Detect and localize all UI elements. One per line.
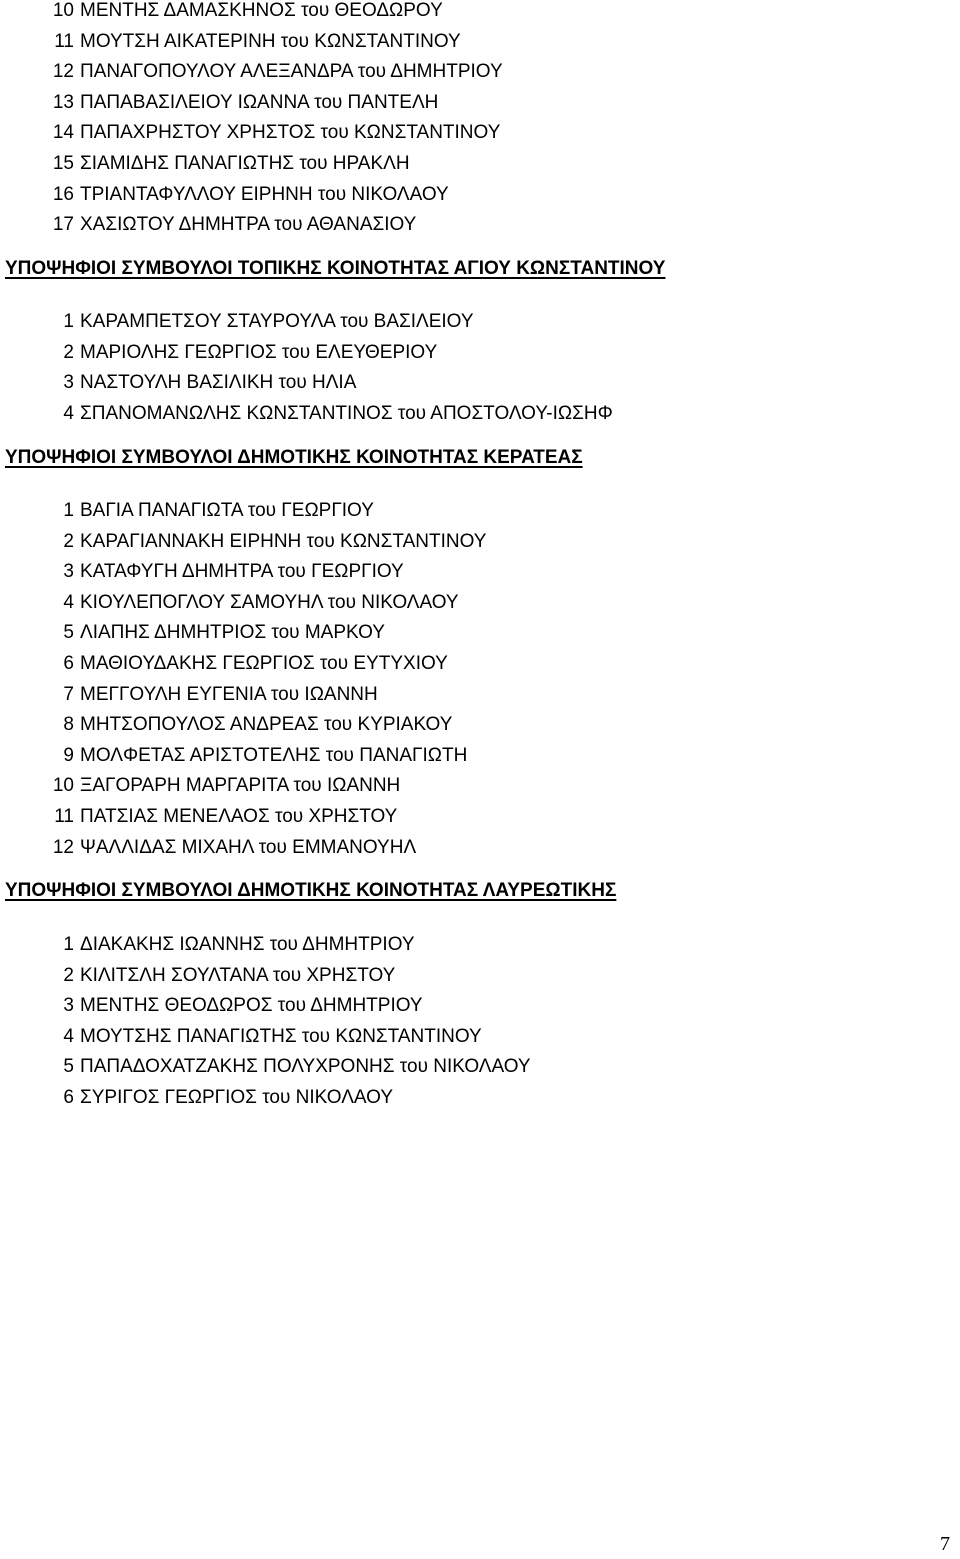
candidate-name: ΠΑΠΑΧΡΗΣΤΟΥ ΧΡΗΣΤΟΣ του ΚΩΝΣΤΑΝΤΙΝΟΥ: [80, 122, 501, 144]
candidate-row: [0, 930, 960, 961]
candidate-name: ΣΥΡΙΓΟΣ ΓΕΩΡΓΙΟΣ του ΝΙΚΟΛΑΟΥ: [80, 1086, 393, 1108]
candidate-row: [0, 0, 960, 27]
candidate-name: ΚΙΟΥΛΕΠΟΓΛΟΥ ΣΑΜΟΥΗΛ του ΝΙΚΟΛΑΟΥ: [80, 591, 459, 613]
candidate-name: ΤΡΙΑΝΤΑΦΥΛΛΟΥ ΕΙΡΗΝΗ του ΝΙΚΟΛΑΟΥ: [80, 183, 449, 205]
candidate-number: 8: [63, 714, 74, 736]
candidate-list-lavreotiki: [0, 930, 960, 1114]
candidate-row: [0, 496, 960, 527]
candidate-number: 15: [52, 152, 74, 174]
candidate-number: 3: [63, 561, 74, 583]
candidate-name: ΝΑΣΤΟΥΛΗ ΒΑΣΙΛΙΚΗ του ΗΛΙΑ: [80, 372, 357, 394]
candidate-number: 6: [63, 652, 74, 674]
candidate-number: 9: [63, 744, 74, 766]
candidate-row: [0, 710, 960, 741]
candidate-number: 12: [52, 61, 74, 83]
candidate-row: [0, 618, 960, 649]
candidate-row: [0, 1022, 960, 1053]
candidate-name: ΜΟΥΤΣΗΣ ΠΑΝΑΓΙΩΤΗΣ του ΚΩΝΣΤΑΝΤΙΝΟΥ: [80, 1025, 482, 1047]
candidate-row: [0, 588, 960, 619]
candidate-row: [0, 57, 960, 88]
candidate-name: ΒΑΓΙΑ ΠΑΝΑΓΙΩΤΑ του ΓΕΩΡΓΙΟΥ: [80, 500, 374, 521]
page-number: 7: [940, 1533, 950, 1555]
candidate-number: 14: [52, 122, 74, 144]
candidate-row: [0, 527, 960, 558]
candidate-name: ΚΑΤΑΦΥΓΗ ΔΗΜΗΤΡΑ του ΓΕΩΡΓΙΟΥ: [80, 561, 404, 583]
candidate-row: [0, 649, 960, 680]
candidate-number: 10: [52, 775, 74, 797]
candidate-name: ΣΙΑΜΙΔΗΣ ΠΑΝΑΓΙΩΤΗΣ του ΗΡΑΚΛΗ: [80, 152, 410, 174]
candidate-name: ΔΙΑΚΑΚΗΣ ΙΩΑΝΝΗΣ του ΔΗΜΗΤΡΙΟΥ: [80, 934, 415, 955]
candidate-row: [0, 180, 960, 211]
candidate-number: 16: [52, 183, 74, 205]
candidate-name: ΠΑΠΑΒΑΣΙΛΕΙΟΥ ΙΩΑΝΝΑ του ΠΑΝΤΕΛΗ: [80, 91, 439, 113]
candidate-name: ΜΕΝΤΗΣ ΔΑΜΑΣΚΗΝΟΣ του ΘΕΟΔΩΡΟΥ: [80, 0, 443, 21]
candidate-number: 4: [63, 402, 74, 424]
candidate-row: [0, 1052, 960, 1083]
candidate-row: [0, 307, 960, 338]
candidate-list-continued: [0, 0, 960, 241]
candidate-number: 1: [63, 311, 74, 332]
candidate-list-keratea: [0, 496, 960, 863]
candidate-row: [0, 802, 960, 833]
candidate-number: 2: [63, 341, 74, 363]
candidate-number: 4: [63, 1025, 74, 1047]
candidate-name: ΠΑΝΑΓΟΠΟΥΛΟΥ ΑΛΕΞΑΝΔΡΑ του ΔΗΜΗΤΡΙΟΥ: [80, 61, 503, 83]
candidate-number: 1: [63, 934, 74, 955]
candidate-row: [0, 991, 960, 1022]
candidate-row: [0, 741, 960, 772]
candidate-name: ΜΑΡΙΟΛΗΣ ΓΕΩΡΓΙΟΣ του ΕΛΕΥΘΕΡΙΟΥ: [80, 341, 438, 363]
candidate-row: [0, 771, 960, 802]
candidate-number: 3: [63, 372, 74, 394]
candidate-number: 7: [63, 683, 74, 705]
candidate-number: 6: [63, 1086, 74, 1108]
candidate-number: 11: [54, 805, 74, 827]
candidate-name: ΛΙΑΠΗΣ ΔΗΜΗΤΡΙΟΣ του ΜΑΡΚΟΥ: [80, 622, 385, 644]
candidate-row: [0, 27, 960, 58]
candidate-name: ΧΑΣΙΩΤΟΥ ΔΗΜΗΤΡΑ του ΑΘΑΝΑΣΙΟΥ: [80, 214, 417, 236]
candidate-name: ΜΑΘΙΟΥΔΑΚΗΣ ΓΕΩΡΓΙΟΣ του ΕΥΤΥΧΙΟΥ: [80, 652, 448, 674]
candidate-row: [0, 368, 960, 399]
candidate-row: [0, 210, 960, 241]
candidate-name: ΜΕΝΤΗΣ ΘΕΟΔΩΡΟΣ του ΔΗΜΗΤΡΙΟΥ: [80, 995, 423, 1017]
candidate-row: [0, 399, 960, 430]
candidate-name: ΜΕΓΓΟΥΛΗ ΕΥΓΕΝΙΑ του ΙΩΑΝΝΗ: [80, 683, 378, 705]
candidate-row: [0, 680, 960, 711]
candidate-number: 2: [63, 964, 74, 986]
candidate-row: [0, 1083, 960, 1114]
candidate-number: 4: [63, 591, 74, 613]
candidate-number: 5: [63, 622, 74, 644]
candidate-name: ΜΟΥΤΣΗ ΑΙΚΑΤΕΡΙΝΗ του ΚΩΝΣΤΑΝΤΙΝΟΥ: [80, 30, 461, 52]
candidate-name: ΜΟΛΦΕΤΑΣ ΑΡΙΣΤΟΤΕΛΗΣ του ΠΑΝΑΓΙΩΤΗ: [80, 744, 468, 766]
candidate-row: [0, 149, 960, 180]
candidate-number: 5: [63, 1056, 74, 1078]
candidate-row: [0, 88, 960, 119]
candidate-list-agios-konstantinos: [0, 307, 960, 429]
candidate-name: ΚΑΡΑΓΙΑΝΝΑΚΗ ΕΙΡΗΝΗ του ΚΩΝΣΤΑΝΤΙΝΟΥ: [80, 530, 487, 552]
section-heading-agios-konstantinos: ΥΠΟΨΗΦΙΟΙ ΣΥΜΒΟΥΛΟΙ ΤΟΠΙΚΗΣ ΚΟΙΝΟΤΗΤΑΣ ΑΓΙΟΥ ΚΩΝΣΤΑΝΤΙΝΟΥ: [5, 258, 666, 279]
section-heading-lavreotiki: ΥΠΟΨΗΦΙΟΙ ΣΥΜΒΟΥΛΟΙ ΔΗΜΟΤΙΚΗΣ ΚΟΙΝΟΤΗΤΑΣ ΛΑΥΡΕΩΤΙΚΗΣ: [5, 880, 617, 901]
candidate-name: ΠΑΤΣΙΑΣ ΜΕΝΕΛΑΟΣ του ΧΡΗΣΤΟΥ: [80, 805, 398, 827]
candidate-number: 13: [52, 91, 74, 113]
candidate-number: 11: [54, 30, 74, 52]
candidate-name: ΠΑΠΑΔΟΧΑΤΖΑΚΗΣ ΠΟΛΥΧΡΟΝΗΣ του ΝΙΚΟΛΑΟΥ: [80, 1056, 531, 1078]
candidate-row: [0, 557, 960, 588]
candidate-row: [0, 833, 960, 864]
candidate-number: 1: [63, 500, 74, 521]
candidate-name: ΣΠΑΝΟΜΑΝΩΛΗΣ ΚΩΝΣΤΑΝΤΙΝΟΣ του ΑΠΟΣΤΟΛΟΥ-ΙΩΣΗΦ: [80, 402, 613, 424]
candidate-row: [0, 118, 960, 149]
candidate-name: ΞΑΓΟΡΑΡΗ ΜΑΡΓΑΡΙΤΑ του ΙΩΑΝΝΗ: [80, 775, 401, 797]
candidate-number: 17: [52, 214, 74, 236]
candidate-number: 3: [63, 995, 74, 1017]
candidate-number: 2: [63, 530, 74, 552]
candidate-row: [0, 961, 960, 992]
candidate-name: ΜΗΤΣΟΠΟΥΛΟΣ ΑΝΔΡΕΑΣ του ΚΥΡΙΑΚΟΥ: [80, 714, 453, 736]
candidate-name: ΚΙΛΙΤΣΛΗ ΣΟΥΛΤΑΝΑ του ΧΡΗΣΤΟΥ: [80, 964, 396, 986]
section-heading-keratea: ΥΠΟΨΗΦΙΟΙ ΣΥΜΒΟΥΛΟΙ ΔΗΜΟΤΙΚΗΣ ΚΟΙΝΟΤΗΤΑΣ ΚΕΡΑΤΕΑΣ: [5, 447, 583, 468]
candidate-number: 12: [52, 836, 74, 858]
candidate-number: 10: [52, 0, 74, 21]
candidate-name: ΨΑΛΛΙΔΑΣ ΜΙΧΑΗΛ του ΕΜΜΑΝΟΥΗΛ: [80, 836, 417, 858]
candidate-name: ΚΑΡΑΜΠΕΤΣΟΥ ΣΤΑΥΡΟΥΛΑ του ΒΑΣΙΛΕΙΟΥ: [80, 311, 474, 332]
candidate-row: [0, 338, 960, 369]
